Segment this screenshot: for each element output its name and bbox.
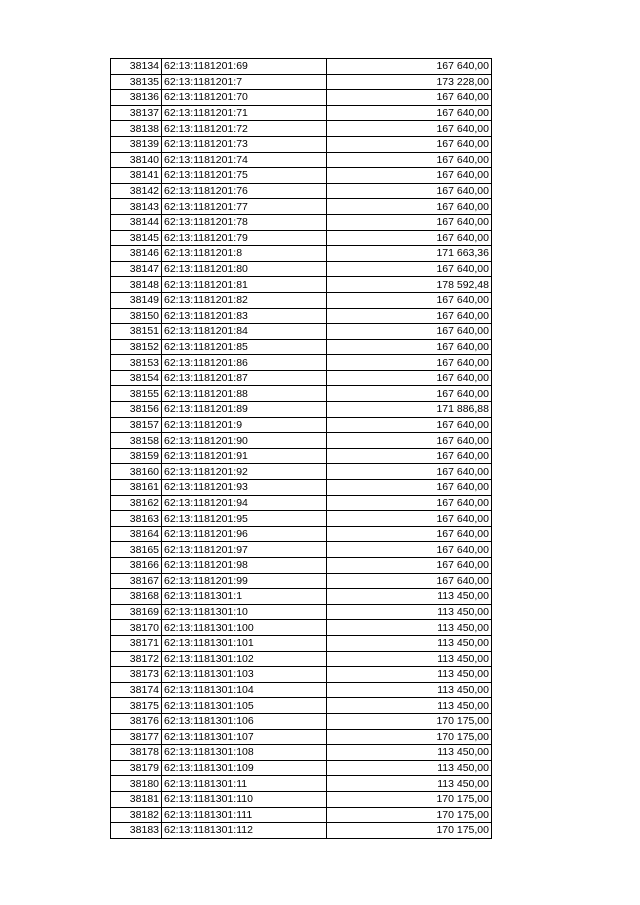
- table-row: [111, 511, 492, 527]
- value-cell: 167 640,00: [327, 105, 492, 121]
- cadastral-number-cell: 62:13:1181201:70: [162, 90, 327, 106]
- value-cell: 167 640,00: [327, 308, 492, 324]
- value-cell: 173 228,00: [327, 74, 492, 90]
- value-cell: 167 640,00: [327, 542, 492, 558]
- row-number-cell: 38144: [111, 214, 162, 230]
- table-row: [111, 417, 492, 433]
- value-cell: 113 450,00: [327, 760, 492, 776]
- value-cell: 167 640,00: [327, 573, 492, 589]
- table-row: [111, 90, 492, 106]
- cadastral-number-cell: 62:13:1181301:107: [162, 729, 327, 745]
- cadastral-number-cell: 62:13:1181201:95: [162, 511, 327, 527]
- table-row: [111, 230, 492, 246]
- value-cell: 167 640,00: [327, 448, 492, 464]
- value-cell: 167 640,00: [327, 90, 492, 106]
- cadastral-number-cell: 62:13:1181201:74: [162, 152, 327, 168]
- value-cell: 167 640,00: [327, 495, 492, 511]
- row-number-cell: 38152: [111, 339, 162, 355]
- value-cell: 167 640,00: [327, 214, 492, 230]
- row-number-cell: 38150: [111, 308, 162, 324]
- row-number-cell: 38163: [111, 511, 162, 527]
- row-number-cell: 38137: [111, 105, 162, 121]
- value-cell: 178 592,48: [327, 277, 492, 293]
- cadastral-number-cell: 62:13:1181201:97: [162, 542, 327, 558]
- value-cell: 113 450,00: [327, 682, 492, 698]
- table-row: [111, 339, 492, 355]
- table-row: [111, 183, 492, 199]
- table-row: [111, 635, 492, 651]
- table-row: [111, 370, 492, 386]
- value-cell: 170 175,00: [327, 729, 492, 745]
- value-cell: 167 640,00: [327, 526, 492, 542]
- table-row: [111, 214, 492, 230]
- row-number-cell: 38181: [111, 791, 162, 807]
- row-number-cell: 38171: [111, 635, 162, 651]
- table-row: [111, 74, 492, 90]
- row-number-cell: 38165: [111, 542, 162, 558]
- cadastral-number-cell: 62:13:1181201:82: [162, 292, 327, 308]
- cadastral-number-cell: 62:13:1181201:96: [162, 526, 327, 542]
- table-row: [111, 464, 492, 480]
- row-number-cell: 38166: [111, 558, 162, 574]
- cadastral-number-cell: 62:13:1181301:101: [162, 635, 327, 651]
- row-number-cell: 38176: [111, 713, 162, 729]
- table-row: [111, 589, 492, 605]
- row-number-cell: 38164: [111, 526, 162, 542]
- cadastral-number-cell: 62:13:1181201:81: [162, 277, 327, 293]
- table-row: [111, 402, 492, 418]
- row-number-cell: 38134: [111, 59, 162, 75]
- value-cell: 167 640,00: [327, 324, 492, 340]
- row-number-cell: 38168: [111, 589, 162, 605]
- table-row: [111, 682, 492, 698]
- table-row: [111, 713, 492, 729]
- cadastral-number-cell: 62:13:1181301:111: [162, 807, 327, 823]
- value-cell: 167 640,00: [327, 433, 492, 449]
- value-cell: 113 450,00: [327, 745, 492, 761]
- cadastral-number-cell: 62:13:1181301:110: [162, 791, 327, 807]
- value-cell: 167 640,00: [327, 370, 492, 386]
- cadastral-number-cell: 62:13:1181201:94: [162, 495, 327, 511]
- cadastral-number-cell: 62:13:1181201:89: [162, 402, 327, 418]
- table-row: [111, 121, 492, 137]
- cadastral-number-cell: 62:13:1181201:84: [162, 324, 327, 340]
- cadastral-number-cell: 62:13:1181301:11: [162, 776, 327, 792]
- value-cell: 113 450,00: [327, 651, 492, 667]
- table-row: [111, 308, 492, 324]
- cadastral-number-cell: 62:13:1181301:108: [162, 745, 327, 761]
- cadastral-number-cell: 62:13:1181201:83: [162, 308, 327, 324]
- table-row: [111, 355, 492, 371]
- value-cell: 167 640,00: [327, 339, 492, 355]
- cadastral-number-cell: 62:13:1181201:8: [162, 246, 327, 262]
- value-cell: 167 640,00: [327, 183, 492, 199]
- cadastral-number-cell: 62:13:1181201:78: [162, 214, 327, 230]
- row-number-cell: 38138: [111, 121, 162, 137]
- row-number-cell: 38160: [111, 464, 162, 480]
- table-row: [111, 246, 492, 262]
- value-cell: 167 640,00: [327, 480, 492, 496]
- cadastral-number-cell: 62:13:1181201:75: [162, 168, 327, 184]
- value-cell: 113 450,00: [327, 635, 492, 651]
- value-cell: 167 640,00: [327, 355, 492, 371]
- row-number-cell: 38145: [111, 230, 162, 246]
- cadastral-number-cell: 62:13:1181201:90: [162, 433, 327, 449]
- table-row: [111, 480, 492, 496]
- table-row: [111, 729, 492, 745]
- table-row: [111, 573, 492, 589]
- value-cell: 171 663,36: [327, 246, 492, 262]
- cadastral-number-cell: 62:13:1181201:79: [162, 230, 327, 246]
- value-cell: 167 640,00: [327, 558, 492, 574]
- cadastral-number-cell: 62:13:1181301:109: [162, 760, 327, 776]
- row-number-cell: 38148: [111, 277, 162, 293]
- table-body: [111, 59, 492, 839]
- table-row: [111, 59, 492, 75]
- row-number-cell: 38180: [111, 776, 162, 792]
- data-table: [110, 58, 492, 839]
- cadastral-number-cell: 62:13:1181201:88: [162, 386, 327, 402]
- value-cell: 167 640,00: [327, 152, 492, 168]
- table-row: [111, 324, 492, 340]
- row-number-cell: 38174: [111, 682, 162, 698]
- value-cell: 171 886,88: [327, 402, 492, 418]
- row-number-cell: 38155: [111, 386, 162, 402]
- value-cell: 113 450,00: [327, 589, 492, 605]
- cadastral-number-cell: 62:13:1181201:77: [162, 199, 327, 215]
- value-cell: 113 450,00: [327, 667, 492, 683]
- row-number-cell: 38159: [111, 448, 162, 464]
- row-number-cell: 38183: [111, 823, 162, 839]
- row-number-cell: 38135: [111, 74, 162, 90]
- value-cell: 167 640,00: [327, 511, 492, 527]
- row-number-cell: 38175: [111, 698, 162, 714]
- table-row: [111, 526, 492, 542]
- cadastral-number-cell: 62:13:1181201:99: [162, 573, 327, 589]
- row-number-cell: 38140: [111, 152, 162, 168]
- row-number-cell: 38172: [111, 651, 162, 667]
- value-cell: 170 175,00: [327, 791, 492, 807]
- row-number-cell: 38143: [111, 199, 162, 215]
- row-number-cell: 38139: [111, 136, 162, 152]
- row-number-cell: 38151: [111, 324, 162, 340]
- cadastral-number-cell: 62:13:1181301:1: [162, 589, 327, 605]
- row-number-cell: 38154: [111, 370, 162, 386]
- cadastral-number-cell: 62:13:1181301:103: [162, 667, 327, 683]
- table-row: [111, 620, 492, 636]
- table-row: [111, 105, 492, 121]
- cadastral-number-cell: 62:13:1181201:72: [162, 121, 327, 137]
- row-number-cell: 38136: [111, 90, 162, 106]
- row-number-cell: 38178: [111, 745, 162, 761]
- table-row: [111, 495, 492, 511]
- cadastral-number-cell: 62:13:1181201:80: [162, 261, 327, 277]
- cadastral-number-cell: 62:13:1181201:7: [162, 74, 327, 90]
- value-cell: 167 640,00: [327, 121, 492, 137]
- cadastral-number-cell: 62:13:1181201:76: [162, 183, 327, 199]
- cadastral-number-cell: 62:13:1181301:112: [162, 823, 327, 839]
- cadastral-number-cell: 62:13:1181301:102: [162, 651, 327, 667]
- table-row: [111, 698, 492, 714]
- table-row: [111, 292, 492, 308]
- value-cell: 167 640,00: [327, 59, 492, 75]
- cadastral-number-cell: 62:13:1181201:85: [162, 339, 327, 355]
- table-row: [111, 261, 492, 277]
- cadastral-number-cell: 62:13:1181301:106: [162, 713, 327, 729]
- row-number-cell: 38179: [111, 760, 162, 776]
- table-row: [111, 558, 492, 574]
- cadastral-number-cell: 62:13:1181201:73: [162, 136, 327, 152]
- table-row: [111, 776, 492, 792]
- table-row: [111, 791, 492, 807]
- row-number-cell: 38142: [111, 183, 162, 199]
- cadastral-number-cell: 62:13:1181201:93: [162, 480, 327, 496]
- row-number-cell: 38169: [111, 604, 162, 620]
- cadastral-number-cell: 62:13:1181201:87: [162, 370, 327, 386]
- value-cell: 167 640,00: [327, 168, 492, 184]
- row-number-cell: 38158: [111, 433, 162, 449]
- row-number-cell: 38149: [111, 292, 162, 308]
- table-row: [111, 168, 492, 184]
- row-number-cell: 38182: [111, 807, 162, 823]
- value-cell: 113 450,00: [327, 620, 492, 636]
- table-row: [111, 386, 492, 402]
- cadastral-number-cell: 62:13:1181201:69: [162, 59, 327, 75]
- value-cell: 167 640,00: [327, 136, 492, 152]
- cadastral-number-cell: 62:13:1181301:100: [162, 620, 327, 636]
- row-number-cell: 38141: [111, 168, 162, 184]
- value-cell: 167 640,00: [327, 199, 492, 215]
- table-row: [111, 651, 492, 667]
- cadastral-number-cell: 62:13:1181201:91: [162, 448, 327, 464]
- cadastral-number-cell: 62:13:1181301:105: [162, 698, 327, 714]
- table-row: [111, 604, 492, 620]
- row-number-cell: 38153: [111, 355, 162, 371]
- row-number-cell: 38173: [111, 667, 162, 683]
- table-row: [111, 448, 492, 464]
- value-cell: 170 175,00: [327, 823, 492, 839]
- cadastral-number-cell: 62:13:1181201:9: [162, 417, 327, 433]
- value-cell: 167 640,00: [327, 386, 492, 402]
- row-number-cell: 38170: [111, 620, 162, 636]
- row-number-cell: 38162: [111, 495, 162, 511]
- value-cell: 167 640,00: [327, 230, 492, 246]
- row-number-cell: 38161: [111, 480, 162, 496]
- value-cell: 113 450,00: [327, 698, 492, 714]
- cadastral-number-cell: 62:13:1181201:92: [162, 464, 327, 480]
- value-cell: 167 640,00: [327, 292, 492, 308]
- row-number-cell: 38167: [111, 573, 162, 589]
- value-cell: 167 640,00: [327, 417, 492, 433]
- table-row: [111, 136, 492, 152]
- value-cell: 113 450,00: [327, 776, 492, 792]
- row-number-cell: 38177: [111, 729, 162, 745]
- row-number-cell: 38147: [111, 261, 162, 277]
- cadastral-number-cell: 62:13:1181301:104: [162, 682, 327, 698]
- table-row: [111, 760, 492, 776]
- value-cell: 170 175,00: [327, 713, 492, 729]
- table-row: [111, 433, 492, 449]
- cadastral-number-cell: 62:13:1181301:10: [162, 604, 327, 620]
- table-row: [111, 745, 492, 761]
- table-row: [111, 807, 492, 823]
- cadastral-number-cell: 62:13:1181201:86: [162, 355, 327, 371]
- table-row: [111, 667, 492, 683]
- cadastral-number-cell: 62:13:1181201:71: [162, 105, 327, 121]
- row-number-cell: 38156: [111, 402, 162, 418]
- cadastral-number-cell: 62:13:1181201:98: [162, 558, 327, 574]
- row-number-cell: 38146: [111, 246, 162, 262]
- value-cell: 167 640,00: [327, 464, 492, 480]
- row-number-cell: 38157: [111, 417, 162, 433]
- value-cell: 170 175,00: [327, 807, 492, 823]
- table-row: [111, 542, 492, 558]
- value-cell: 167 640,00: [327, 261, 492, 277]
- value-cell: 113 450,00: [327, 604, 492, 620]
- table-row: [111, 277, 492, 293]
- table-row: [111, 823, 492, 839]
- table-row: [111, 199, 492, 215]
- table-row: [111, 152, 492, 168]
